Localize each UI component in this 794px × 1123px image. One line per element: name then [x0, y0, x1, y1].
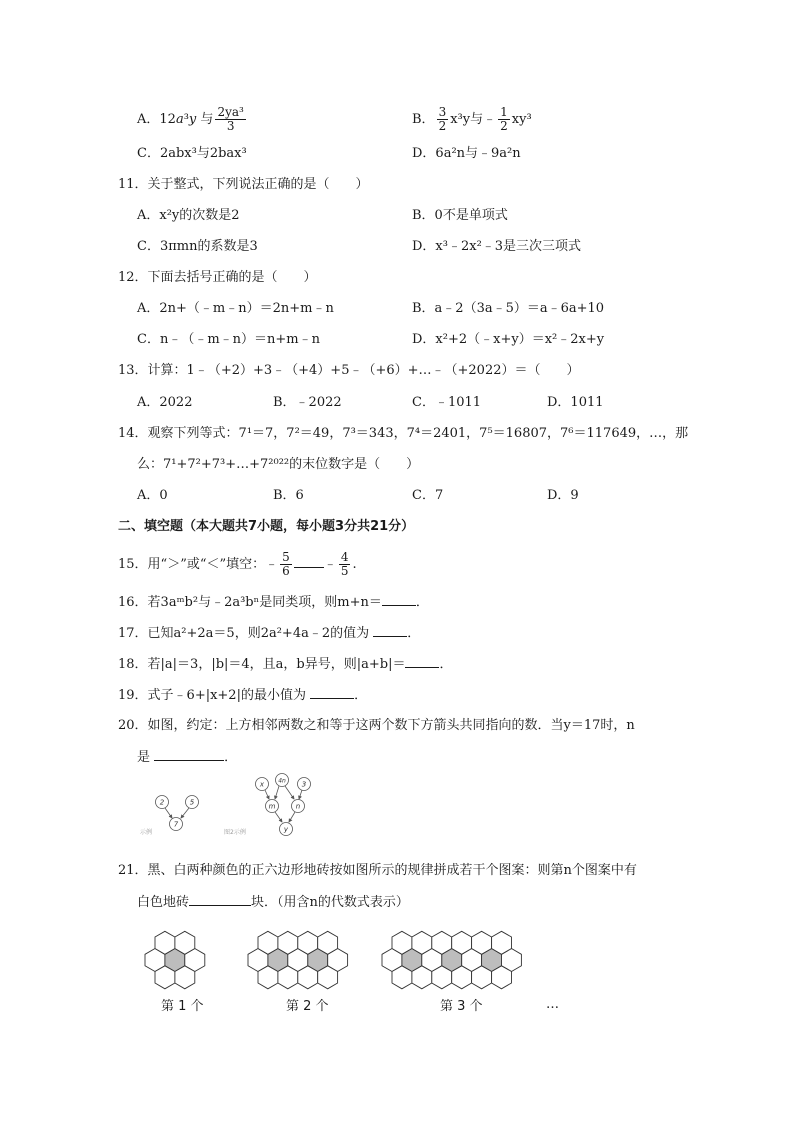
q17-end: ．: [407, 626, 421, 641]
q14-option-a: A．0: [137, 488, 168, 503]
q11-option-b: B．0不是单项式: [412, 208, 508, 223]
q10-option-a: A．12a³y 与 $\frac{\text{2ya³}}{3}$: [137, 105, 244, 133]
q12-stem: 12．下面去括号正确的是（ ）: [118, 270, 317, 285]
q20-stem2: 是: [137, 750, 151, 765]
q20-figure: [138, 772, 328, 844]
q18-stem: 18．若|a|＝3，|b|＝4，且a，b异号，则|a+b|＝: [118, 657, 406, 672]
q15-end: .: [352, 557, 357, 572]
q20-fig2-3: 3: [301, 780, 307, 789]
q21-answer-blank[interactable]: [189, 893, 251, 906]
q10-a-mid: 与: [200, 112, 214, 127]
q19-end: ．: [354, 688, 368, 703]
q13-option-c: C．﹣1011: [412, 395, 482, 410]
q20-stem-line1: 20．如图，约定：上方相邻两数之和等于这两个数下方箭头共同指向的数．当y＝17时，n: [118, 718, 635, 733]
q10-option-c: C．2abx³与2bax³: [137, 146, 247, 161]
q10-b-mid: 与: [470, 112, 484, 127]
q20-fig1-label: 示例: [140, 829, 153, 836]
q14-stem-line1: 14．观察下列等式：7¹＝7，7²＝49，7³＝343，7⁴＝2401，7⁵＝16807，7⁶＝117649，…，那: [118, 426, 689, 441]
q11-option-c: C．3πmn的系数是3: [137, 239, 258, 254]
q20-fig2-m: m: [268, 802, 276, 811]
q20-fig1-num-7: 7: [173, 820, 179, 829]
q20-end: ．: [224, 750, 238, 765]
q21-caption-3: 第 3 个: [440, 999, 483, 1014]
q15-answer-blank[interactable]: [294, 555, 324, 568]
q11-option-d: D．x³﹣2x²﹣3是三次三项式: [412, 239, 582, 254]
q11-stem: 11．关于整式，下列说法正确的是（ ）: [118, 177, 369, 192]
q21-caption-ellipsis: …: [546, 997, 559, 1012]
q17-answer-blank[interactable]: [373, 624, 407, 637]
q20-answer-blank[interactable]: [154, 748, 224, 761]
q21-stem-line1: 21．黑、白两种颜色的正六边形地砖按如图所示的规律拼成若干个图案：则第n个图案中有: [118, 863, 637, 878]
q19-line: [118, 686, 367, 705]
q21-stem3: 块．（用含n的代数式表示）: [251, 895, 409, 910]
q20-fig2-y: y: [283, 825, 289, 834]
q20-fig1-num-2: 2: [159, 798, 165, 807]
q18-line: [118, 655, 453, 674]
q20-fig2-4n: 4n: [278, 777, 286, 785]
q13-option-a: A．2022: [137, 395, 193, 410]
q13-stem: 13．计算：1﹣（+2）+3﹣（+4）+5﹣（+6）+…﹣（+2022）＝（ ）: [118, 363, 580, 378]
q21-caption-2: 第 2 个: [286, 999, 329, 1014]
q14-option-b: B．6: [273, 488, 304, 503]
q15-stem: 15．用“＞”或“＜”填空：: [118, 557, 266, 572]
q10-option-d: D．6a²n与﹣9a²n: [412, 146, 521, 161]
q11-option-a: A．x²y的次数是2: [137, 208, 240, 223]
q21-stem2: 白色地砖: [137, 895, 190, 910]
q17-line: [118, 624, 420, 643]
q19-answer-blank[interactable]: [310, 686, 354, 699]
q16-stem: 16．若3aᵐb²与﹣2a³bⁿ是同类项，则m+n＝: [118, 595, 382, 610]
q20-stem-line2: [137, 748, 237, 767]
q21-hexagon-figures: [130, 925, 670, 995]
q16-line: [118, 593, 429, 612]
q20-fig2-n: n: [295, 802, 301, 811]
q12-option-c: C．n﹣（﹣m﹣n）＝n+m﹣n: [137, 332, 320, 347]
q14-option-d: D．9: [547, 488, 579, 503]
q12-option-b: B．a﹣2（3a﹣5）＝a﹣6a+10: [412, 301, 605, 316]
q10-a-label: A．: [137, 112, 160, 127]
q21-caption-1: 第 1 个: [161, 999, 204, 1014]
q10-b-label: B．: [412, 112, 435, 127]
q13-option-d: D．1011: [547, 395, 604, 410]
q14-option-c: C．7: [412, 488, 444, 503]
q15-frac2: $\frac{4}{5}$: [340, 550, 349, 578]
q20-fig2-label: 图2示例: [224, 829, 246, 836]
q10-a-fraction: $\frac{\text{2ya³}}{3}$: [217, 105, 244, 133]
q14-stem-line2: 么：7¹+7²+7³+…+7²⁰²²的末位数字是（ ）: [137, 457, 420, 472]
q18-answer-blank[interactable]: [405, 655, 439, 668]
q15-line: 15．用“＞”或“＜”填空：﹣ $\frac{5}{6}$ ﹣ $\frac{4}{5}$ .: [118, 550, 357, 578]
q17-stem: 17．已知a²+2a＝5，则2a²+4a﹣2的值为: [118, 626, 370, 641]
q13-option-b: B．﹣2022: [273, 395, 342, 410]
q15-frac1: $\frac{5}{6}$: [282, 550, 290, 578]
q16-end: ．: [415, 595, 429, 610]
q10-option-b: B． $\frac{3}{2}$ x³y与﹣ $\frac{1}{2}$ xy³: [412, 105, 532, 133]
q12-option-d: D．x²+2（﹣x+y）＝x²﹣2x+y: [412, 332, 605, 347]
q16-answer-blank[interactable]: [382, 593, 416, 606]
q21-stem-line2: [137, 893, 409, 912]
q20-fig2-x: x: [259, 780, 265, 789]
q19-stem: 19．式子﹣6+|x+2|的最小值为: [118, 688, 306, 703]
q20-fig1-num-5: 5: [189, 798, 195, 807]
q12-option-a: A．2n+（﹣m﹣n）＝2n+m﹣n: [137, 301, 334, 316]
q10-b-frac2: $\frac{1}{2}$: [500, 105, 508, 133]
q10-b-frac1: $\frac{3}{2}$: [438, 105, 447, 133]
section-heading-fill-in: 二、填空题（本大题共7小题，每小题3分共21分）: [118, 519, 415, 534]
q18-end: ．: [439, 657, 453, 672]
